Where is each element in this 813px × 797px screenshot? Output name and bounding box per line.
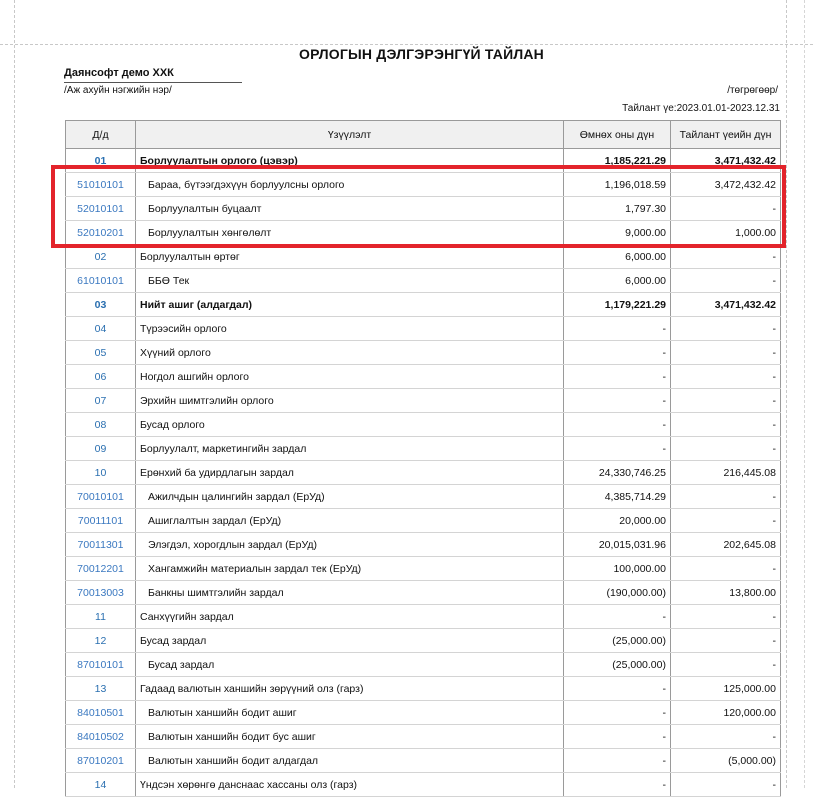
row-current-period-amount: - — [671, 437, 781, 461]
row-code[interactable]: 84010501 — [66, 701, 136, 725]
row-current-period-amount: - — [671, 317, 781, 341]
table-row — [66, 533, 781, 557]
row-current-period-amount: - — [671, 725, 781, 749]
row-indicator: Банкны шимтгэлийн зардал — [136, 581, 564, 605]
table-row — [66, 773, 781, 797]
row-code[interactable]: 70010101 — [66, 485, 136, 509]
row-current-period-amount: 120,000.00 — [671, 701, 781, 725]
row-code[interactable]: 09 — [66, 437, 136, 461]
row-previous-year-amount: 1,797.30 — [564, 197, 671, 221]
row-previous-year-amount: - — [564, 413, 671, 437]
row-indicator: Бусад зардал — [136, 629, 564, 653]
row-code[interactable]: 70012201 — [66, 557, 136, 581]
row-code[interactable]: 01 — [66, 149, 136, 173]
table-row — [66, 509, 781, 533]
row-current-period-amount: - — [671, 773, 781, 797]
row-code[interactable]: 10 — [66, 461, 136, 485]
table-row — [66, 701, 781, 725]
table-row — [66, 461, 781, 485]
row-indicator: Санхүүгийн зардал — [136, 605, 564, 629]
table-header-row — [66, 121, 781, 149]
row-previous-year-amount: - — [564, 749, 671, 773]
row-current-period-amount: 3,472,432.42 — [671, 173, 781, 197]
row-current-period-amount: - — [671, 389, 781, 413]
row-current-period-amount: - — [671, 245, 781, 269]
row-indicator: Элэгдэл, хорогдлын зардал (ЕрУд) — [136, 533, 564, 557]
row-indicator: Бусад орлого — [136, 413, 564, 437]
row-previous-year-amount: 24,330,746.25 — [564, 461, 671, 485]
table-row — [66, 365, 781, 389]
row-indicator: Эрхийн шимтгэлийн орлого — [136, 389, 564, 413]
row-previous-year-amount: - — [564, 437, 671, 461]
row-previous-year-amount: 6,000.00 — [564, 269, 671, 293]
row-current-period-amount: - — [671, 341, 781, 365]
row-indicator: Борлуулалт, маркетингийн зардал — [136, 437, 564, 461]
row-previous-year-amount: - — [564, 701, 671, 725]
row-previous-year-amount: 6,000.00 — [564, 245, 671, 269]
report-period — [622, 103, 780, 114]
row-indicator: Бараа, бүтээгдэхүүн борлуулсны орлого — [136, 173, 564, 197]
row-previous-year-amount: 1,185,221.29 — [564, 149, 671, 173]
page-margin-guide-left — [14, 0, 15, 788]
highlight-box — [51, 165, 786, 248]
row-indicator: Гадаад валютын ханшийн зөрүүний олз (гарз) — [136, 677, 564, 701]
row-code[interactable]: 52010201 — [66, 221, 136, 245]
row-code[interactable]: 70013003 — [66, 581, 136, 605]
row-indicator: Бусад зардал — [136, 653, 564, 677]
row-current-period-amount: - — [671, 197, 781, 221]
row-indicator: Ажилчдын цалингийн зардал (ЕрУд) — [136, 485, 564, 509]
row-current-period-amount: - — [671, 269, 781, 293]
row-indicator: ББӨ Тек — [136, 269, 564, 293]
table-row — [66, 269, 781, 293]
table-row — [66, 725, 781, 749]
row-code[interactable]: 70011301 — [66, 533, 136, 557]
row-code[interactable]: 84010502 — [66, 725, 136, 749]
row-current-period-amount: 13,800.00 — [671, 581, 781, 605]
row-current-period-amount: - — [671, 365, 781, 389]
row-previous-year-amount: - — [564, 389, 671, 413]
table-row — [66, 245, 781, 269]
report-title: ОРЛОГЫН ДЭЛГЭРЭНГҮЙ ТАЙЛАН — [299, 46, 544, 62]
row-indicator: Ашиглалтын зардал (ЕрУд) — [136, 509, 564, 533]
table-row — [66, 557, 781, 581]
company-underline — [64, 82, 242, 83]
table-row — [66, 629, 781, 653]
row-current-period-amount: - — [671, 413, 781, 437]
row-previous-year-amount: 20,015,031.96 — [564, 533, 671, 557]
table-row — [66, 293, 781, 317]
row-indicator: Валютын ханшийн бодит ашиг — [136, 701, 564, 725]
row-current-period-amount: 216,445.08 — [671, 461, 781, 485]
row-indicator: Борлуулалтын хөнгөлөлт — [136, 221, 564, 245]
row-code[interactable]: 51010101 — [66, 173, 136, 197]
row-indicator: Валютын ханшийн бодит алдагдал — [136, 749, 564, 773]
row-indicator: Валютын ханшийн бодит бус ашиг — [136, 725, 564, 749]
row-code[interactable]: 07 — [66, 389, 136, 413]
row-code[interactable]: 13 — [66, 677, 136, 701]
row-code[interactable]: 02 — [66, 245, 136, 269]
row-current-period-amount: - — [671, 557, 781, 581]
table-row — [66, 605, 781, 629]
row-current-period-amount: 3,471,432.42 — [671, 149, 781, 173]
row-indicator: Түрээсийн орлого — [136, 317, 564, 341]
row-code[interactable]: 04 — [66, 317, 136, 341]
row-previous-year-amount: - — [564, 773, 671, 797]
row-current-period-amount: - — [671, 629, 781, 653]
row-code[interactable]: 08 — [66, 413, 136, 437]
header-index: Д/д — [66, 121, 136, 149]
header-indicator: Үзүүлэлт — [136, 121, 564, 149]
row-code[interactable]: 61010101 — [66, 269, 136, 293]
row-indicator: Борлуулалтын орлого (цэвэр) — [136, 149, 564, 173]
row-indicator: Хангамжийн материалын зардал тек (ЕрУд) — [136, 557, 564, 581]
row-code[interactable]: 06 — [66, 365, 136, 389]
row-previous-year-amount: - — [564, 341, 671, 365]
header-previous-year: Өмнөх оны дүн — [564, 121, 671, 149]
row-previous-year-amount: 20,000.00 — [564, 509, 671, 533]
row-indicator: Үндсэн хөрөнгө данснаас хассаны олз (гарз) — [136, 773, 564, 797]
row-code[interactable]: 14 — [66, 773, 136, 797]
row-code[interactable]: 52010101 — [66, 197, 136, 221]
row-indicator: Ногдол ашгийн орлого — [136, 365, 564, 389]
row-previous-year-amount: (25,000.00) — [564, 629, 671, 653]
table-row — [66, 413, 781, 437]
row-code[interactable]: 03 — [66, 293, 136, 317]
table-row — [66, 677, 781, 701]
row-previous-year-amount: 100,000.00 — [564, 557, 671, 581]
row-previous-year-amount: - — [564, 725, 671, 749]
currency-unit: /төгрөгөөр/ — [727, 85, 778, 96]
row-code[interactable]: 12 — [66, 629, 136, 653]
row-code[interactable]: 11 — [66, 605, 136, 629]
table-row — [66, 341, 781, 365]
row-indicator: Борлуулалтын буцаалт — [136, 197, 564, 221]
table-row — [66, 437, 781, 461]
company-caption: /Аж ахуйн нэгжийн нэр/ — [64, 85, 172, 96]
row-indicator: Хүүний орлого — [136, 341, 564, 365]
table-row — [66, 653, 781, 677]
row-previous-year-amount: 1,196,018.59 — [564, 173, 671, 197]
period-label: Тайлант үе: — [622, 103, 677, 114]
table-row — [66, 389, 781, 413]
row-current-period-amount: 3,471,432.42 — [671, 293, 781, 317]
row-previous-year-amount: 9,000.00 — [564, 221, 671, 245]
row-indicator: Нийт ашиг (алдагдал) — [136, 293, 564, 317]
row-current-period-amount: 202,645.08 — [671, 533, 781, 557]
row-current-period-amount: - — [671, 485, 781, 509]
table-row — [66, 485, 781, 509]
row-current-period-amount: - — [671, 653, 781, 677]
row-previous-year-amount: 4,385,714.29 — [564, 485, 671, 509]
row-previous-year-amount: - — [564, 677, 671, 701]
row-current-period-amount: - — [671, 605, 781, 629]
table-row — [66, 581, 781, 605]
row-code[interactable]: 05 — [66, 341, 136, 365]
row-previous-year-amount: (190,000.00) — [564, 581, 671, 605]
table-row — [66, 749, 781, 773]
page-margin-guide-top — [0, 44, 813, 45]
row-current-period-amount: 125,000.00 — [671, 677, 781, 701]
row-current-period-amount: 1,000.00 — [671, 221, 781, 245]
period-value: 2023.01.01-2023.12.31 — [676, 103, 780, 114]
row-code[interactable]: 70011101 — [66, 509, 136, 533]
row-code[interactable]: 87010201 — [66, 749, 136, 773]
row-code[interactable]: 87010101 — [66, 653, 136, 677]
row-previous-year-amount: (25,000.00) — [564, 653, 671, 677]
row-previous-year-amount: - — [564, 317, 671, 341]
header-current-period: Тайлант үеийн дүн — [671, 121, 781, 149]
row-indicator: Борлуулалтын өртөг — [136, 245, 564, 269]
row-previous-year-amount: 1,179,221.29 — [564, 293, 671, 317]
row-indicator: Ерөнхий ба удирдлагын зардал — [136, 461, 564, 485]
row-previous-year-amount: - — [564, 365, 671, 389]
page-edge-guide-right — [804, 0, 805, 788]
row-current-period-amount: (5,000.00) — [671, 749, 781, 773]
page-margin-guide-right — [786, 0, 787, 788]
row-previous-year-amount: - — [564, 605, 671, 629]
table-row — [66, 317, 781, 341]
row-current-period-amount: - — [671, 509, 781, 533]
company-name: Даянсофт демо ХХК — [64, 67, 174, 79]
